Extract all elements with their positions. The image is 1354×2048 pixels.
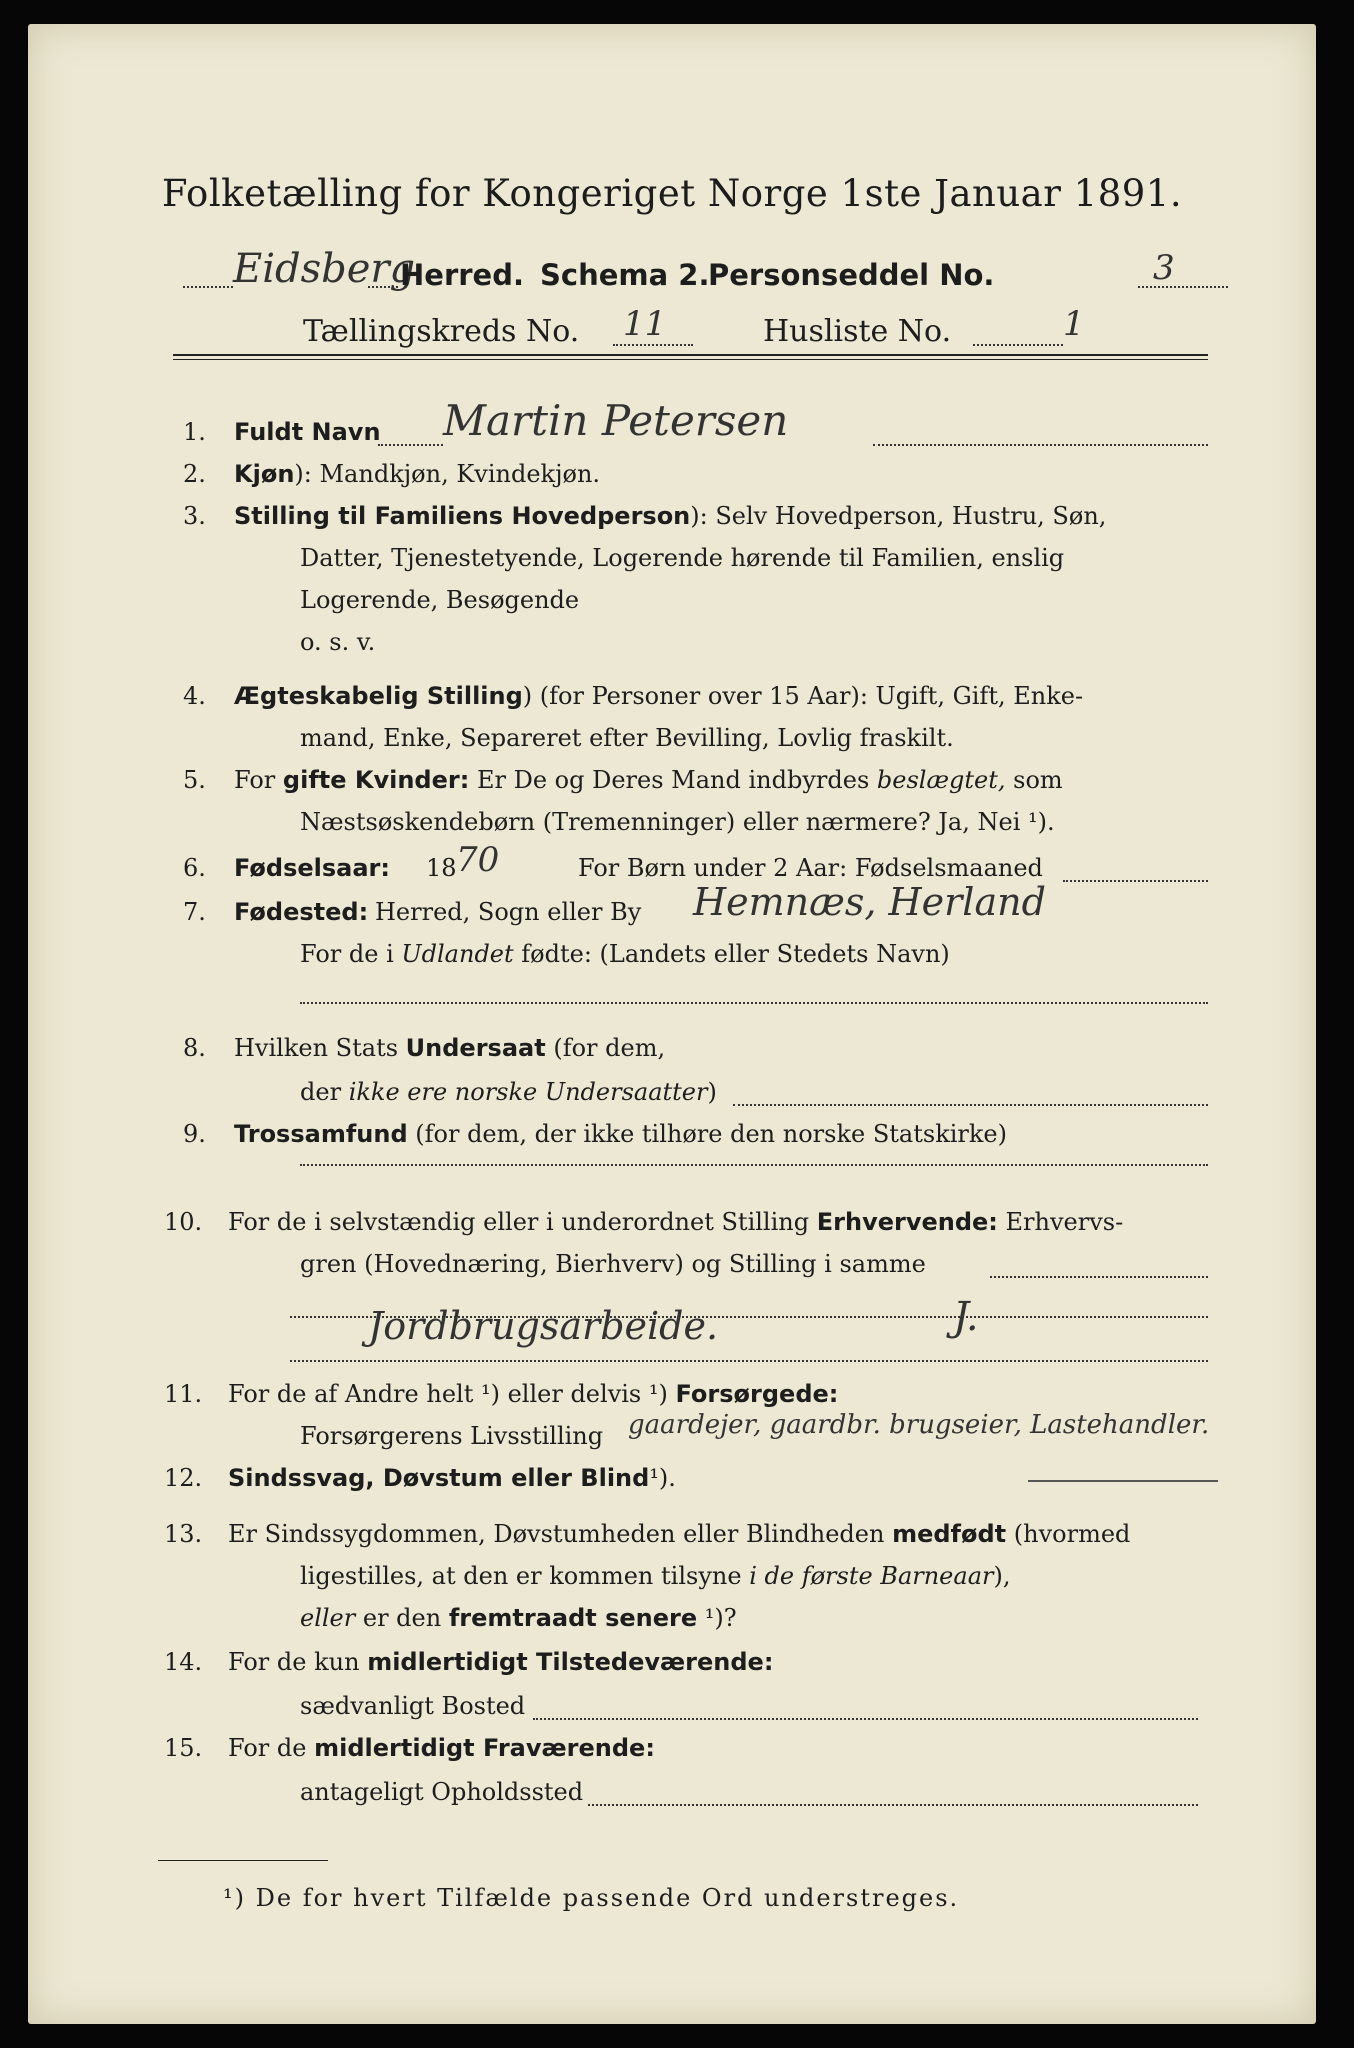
personseddel-label: Personseddel No. bbox=[708, 258, 995, 292]
item-text-part: er den bbox=[362, 1604, 442, 1632]
item-text bbox=[234, 766, 1063, 794]
item-number: 15. bbox=[164, 1734, 203, 1762]
item-number: 8. bbox=[183, 1034, 206, 1062]
item-text-part: som bbox=[1013, 766, 1063, 794]
header-rule bbox=[173, 359, 1208, 360]
item-label: midlertidigt Tilstedeværende: bbox=[367, 1648, 774, 1676]
item-label: Stilling til Familiens Hovedperson bbox=[234, 502, 691, 530]
item-number: 10. bbox=[164, 1208, 203, 1236]
item-text bbox=[228, 1734, 655, 1762]
birthplace-handwritten: Hemnæs, Herland bbox=[693, 880, 1046, 924]
item-text-line2 bbox=[300, 1562, 1010, 1590]
item-text-part: For bbox=[234, 766, 276, 794]
dotted-leader bbox=[290, 1360, 1208, 1362]
item-number: 11. bbox=[164, 1380, 203, 1408]
item-text-part: ¹)? bbox=[704, 1604, 737, 1632]
item-text: Herred, Sogn eller By bbox=[375, 898, 642, 926]
item-text-part: For de i bbox=[300, 940, 394, 968]
husliste-label: Husliste No. bbox=[763, 314, 952, 349]
occupation-handwritten: Jordbrugsarbeide. bbox=[368, 1304, 719, 1348]
item-text bbox=[228, 1520, 1130, 1548]
item-text-line3 bbox=[300, 1604, 737, 1632]
dotted-leader bbox=[300, 1002, 1208, 1004]
item-text bbox=[234, 502, 1106, 530]
dotted-leader bbox=[613, 344, 693, 346]
dotted-leader bbox=[1063, 880, 1208, 882]
dotted-leader bbox=[533, 1718, 1198, 1720]
item-text-part: ): Selv Hovedperson, Hustru, Søn, bbox=[690, 502, 1107, 530]
dotted-leader bbox=[990, 1276, 1208, 1278]
item-number: 3. bbox=[183, 502, 206, 530]
item-text-line3: Logerende, Besøgende bbox=[300, 586, 580, 614]
item-text-part: (for dem, der ikke tilhøre den norske Statskirke) bbox=[415, 1120, 1007, 1148]
item-label: gifte Kvinder: bbox=[282, 766, 470, 794]
dotted-leader bbox=[733, 1104, 1208, 1106]
item-label: Kjøn bbox=[234, 460, 295, 488]
item-label: Fuldt Navn bbox=[234, 418, 381, 446]
item-text-part: For de bbox=[228, 1734, 307, 1762]
item-text-part: ligestilles, at den er kommen tilsyne bbox=[300, 1562, 742, 1590]
census-form-paper bbox=[28, 24, 1316, 2024]
item-number: 13. bbox=[164, 1520, 203, 1548]
item-text-part: For de kun bbox=[228, 1648, 360, 1676]
item-number: 1. bbox=[183, 418, 206, 446]
item-text-line2: Datter, Tjenestetyende, Logerende hørende til Familien, enslig bbox=[300, 544, 1065, 572]
provider-occupation-handwritten: gaardejer, gaardbr. brugseier, Lastehandler. bbox=[628, 1410, 1210, 1440]
item-label: Undersaat bbox=[405, 1034, 546, 1062]
taellingskreds-number: 11 bbox=[623, 304, 667, 344]
item-number: 9. bbox=[183, 1120, 206, 1148]
item-number: 6. bbox=[183, 854, 206, 882]
item-label: Forsørgede: bbox=[675, 1380, 839, 1408]
item-number: 4. bbox=[183, 682, 206, 710]
footnote: ¹) De for hvert Tilfælde passende Ord understreges. bbox=[223, 1884, 960, 1912]
item-text bbox=[234, 460, 600, 488]
item-text-part: (for dem, bbox=[553, 1034, 666, 1062]
herred-label: Herred. bbox=[400, 258, 524, 292]
item-text-line2 bbox=[300, 1078, 717, 1106]
item-label: midlertidigt Fraværende: bbox=[314, 1734, 655, 1762]
item-text bbox=[228, 1464, 676, 1492]
item-text-line2: For Børn under 2 Aar: Fødselsmaaned bbox=[578, 854, 1043, 882]
dotted-leader bbox=[183, 286, 233, 288]
item-text-part: For de af Andre helt ¹) eller delvis ¹) bbox=[228, 1380, 668, 1408]
item-text-line2: sædvanligt Bosted bbox=[300, 1692, 526, 1720]
item-label: medfødt bbox=[892, 1520, 1007, 1548]
dotted-leader bbox=[300, 1164, 1208, 1166]
full-name-handwritten: Martin Petersen bbox=[443, 396, 789, 445]
item-label: fremtraadt senere bbox=[448, 1604, 698, 1632]
item-label: Fødested: bbox=[234, 898, 369, 926]
dotted-leader bbox=[368, 286, 398, 288]
item-number: 12. bbox=[164, 1464, 203, 1492]
herred-handwritten: Eidsberg bbox=[233, 246, 416, 292]
occupation-mark-handwritten: J. bbox=[953, 1294, 979, 1340]
birth-year-handwritten: 70 bbox=[456, 840, 500, 880]
item-text-part: Hvilken Stats bbox=[234, 1034, 399, 1062]
item-text-part: Erhvervs- bbox=[1005, 1208, 1124, 1236]
item-text bbox=[228, 1648, 773, 1676]
item-text-italic: ikke ere norske Undersaatter bbox=[348, 1078, 708, 1106]
item-text-part: Er Sindssygdommen, Døvstumheden eller Blindheden bbox=[228, 1520, 885, 1548]
husliste-number: 1 bbox=[1063, 304, 1085, 344]
dotted-leader bbox=[973, 344, 1063, 346]
item-text-italic: i de første Barneaar bbox=[749, 1562, 994, 1590]
dotted-leader bbox=[588, 1804, 1198, 1806]
item-label: Ægteskabelig Stilling bbox=[234, 682, 523, 710]
item-text bbox=[234, 682, 1083, 710]
schema-label: Schema 2. bbox=[540, 258, 710, 292]
item-text bbox=[228, 1208, 1123, 1236]
item-label: Fødselsaar: bbox=[234, 854, 390, 882]
item-text-part: ) bbox=[707, 1078, 717, 1106]
item-number: 7. bbox=[183, 898, 206, 926]
item-text bbox=[228, 1380, 838, 1408]
item-number: 5. bbox=[183, 766, 206, 794]
item-label: Erhvervende: bbox=[816, 1208, 998, 1236]
item-number: 2. bbox=[183, 460, 206, 488]
footnote-rule bbox=[158, 1860, 328, 1861]
item-text-part: (hvormed bbox=[1013, 1520, 1131, 1548]
item-text-part: ¹). bbox=[649, 1464, 676, 1492]
item-label: Trossamfund bbox=[234, 1120, 408, 1148]
item-text: 18 bbox=[426, 854, 457, 882]
item-text-line2 bbox=[300, 940, 950, 968]
item-text-part: ): Mandkjøn, Kvindekjøn. bbox=[294, 460, 601, 488]
item-text-part: For de i selvstændig eller i underordnet Stilling bbox=[228, 1208, 810, 1236]
dotted-leader bbox=[378, 444, 443, 446]
item-text-line4: o. s. v. bbox=[300, 628, 376, 656]
item-text-part: ) (for Personer over 15 Aar): Ugift, Gift, Enke- bbox=[522, 682, 1084, 710]
item-text-part: Er De og Deres Mand indbyrdes bbox=[476, 766, 870, 794]
dotted-leader bbox=[1138, 286, 1228, 288]
form-title: Folketælling for Kongeriget Norge 1ste Januar 1891. bbox=[161, 172, 1183, 215]
personseddel-number: 3 bbox=[1153, 248, 1175, 288]
item-text-line2: Næstsøskendebørn (Tremenninger) eller nærmere? Ja, Nei ¹). bbox=[300, 808, 1055, 836]
item-text bbox=[234, 1034, 665, 1062]
handwritten-stroke bbox=[1028, 1480, 1218, 1482]
item-text-line2: mand, Enke, Separeret efter Bevilling, Lovlig fraskilt. bbox=[300, 724, 954, 752]
item-text-line2: antageligt Opholdssted bbox=[300, 1778, 584, 1806]
item-text-part: der bbox=[300, 1078, 342, 1106]
item-label: Sindssvag, Døvstum eller Blind bbox=[228, 1464, 650, 1492]
item-number: 14. bbox=[164, 1648, 203, 1676]
item-text-italic: Udlandet bbox=[401, 940, 514, 968]
dotted-leader bbox=[873, 444, 1208, 446]
item-text-line2: gren (Hovednæring, Bierhverv) og Stilling i samme bbox=[300, 1250, 926, 1278]
item-text-line2: Forsørgerens Livsstilling bbox=[300, 1422, 604, 1450]
item-text-part: fødte: (Landets eller Stedets Navn) bbox=[521, 940, 950, 968]
item-text-italic: beslægtet, bbox=[876, 766, 1006, 794]
item-text-italic: eller bbox=[300, 1604, 356, 1632]
item-text-part: ), bbox=[993, 1562, 1011, 1590]
header-rule bbox=[173, 354, 1208, 356]
item-text bbox=[234, 1120, 1007, 1148]
taellingskreds-label: Tællingskreds No. bbox=[303, 314, 580, 349]
